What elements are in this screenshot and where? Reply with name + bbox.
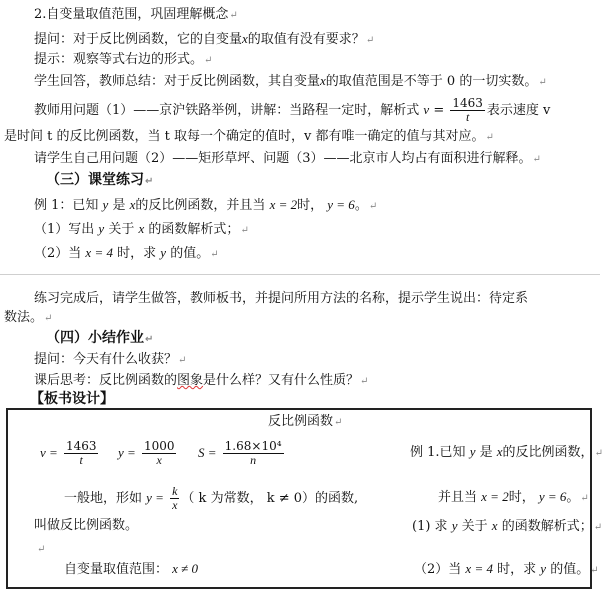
- practice-line2: 数法。↵: [4, 310, 53, 325]
- paragraph-mark: ↵: [145, 334, 154, 345]
- section4-heading: （四）小结作业↵: [46, 330, 154, 346]
- board-domain: 自变量取值范围： x ≠ 0: [64, 561, 199, 577]
- summary-question: 提问：今天有什么收获？↵: [34, 352, 187, 367]
- paragraph-mark: ↵: [593, 522, 603, 533]
- paragraph-mark: ↵: [580, 493, 589, 504]
- formula-velocity: v = $\frac{1463}{t}$: [40, 439, 97, 467]
- answer-line: 学生回答，教师总结：对于反比例函数，其自变量x的取值范围是不等于 0 的一切实数。↵: [34, 73, 547, 89]
- board-blank-line: [36, 540, 45, 558]
- board-heading: 【板书设计】: [30, 391, 114, 407]
- section2-heading: 2.自变量取值范围，巩固理解概念↵: [34, 7, 238, 22]
- formula-rectangle: y = $\frac{1000}{x}$: [118, 439, 175, 467]
- formula-rectangle-fraction: $\frac{1000}{x}$: [143, 439, 175, 467]
- exercise-example1: 例 1：已知 y 是 x的反比例函数，并且当 x = 2时， y = 6。↵: [34, 197, 378, 213]
- paragraph-mark: ↵: [37, 544, 46, 555]
- paragraph-mark: ↵: [240, 225, 249, 236]
- board-example-line1: 例 1.已知 y 是 x的反比例函数，↵: [410, 444, 603, 460]
- paragraph-mark: ↵: [532, 154, 541, 165]
- paragraph-mark: ↵: [590, 565, 599, 576]
- exercise-question1: （1）写出 y 关于 x 的函数解析式；↵: [34, 221, 249, 237]
- paragraph-mark: ↵: [485, 132, 494, 143]
- board-definition: 一般地，形如 y = $\frac{k}{x}$ （ k 为常数， k ≠ 0）的函数,: [64, 484, 359, 512]
- velocity-fraction: $\frac{1463}{t}$: [452, 96, 483, 124]
- question-domain: 提问：对于反比例函数，它的自变量x的取值有没有要求？↵: [34, 31, 375, 47]
- paragraph-mark: ↵: [210, 249, 219, 260]
- formula-area: S = $\frac{\text{1.68×10⁴}}{n}$: [198, 439, 282, 467]
- practice-line1: 练习完成后，请学生做答，教师板书，并提问所用方法的名称，提示学生说出：待定系: [34, 291, 529, 306]
- section3-heading: （三）课堂练习↵: [46, 172, 154, 188]
- paragraph-mark: ↵: [229, 10, 238, 21]
- paragraph-mark: ↵: [365, 35, 375, 46]
- spellcheck-word: 图象: [177, 373, 204, 388]
- formula-velocity-fraction: $\frac{1463}{t}$: [65, 439, 97, 467]
- paragraph-mark: ↵: [145, 176, 154, 187]
- example-railway-line2: 是时间 t 的反比例函数，当 t 取每一个确定的值时，v 都有唯一确定的值与其对应。↵: [4, 129, 494, 144]
- paragraph-mark: ↵: [594, 448, 603, 459]
- example-other-line: 请学生自己用问题（2）——矩形草坪、问题（3）——北京市人均占有面积进行解释。↵: [34, 151, 541, 166]
- paragraph-mark: ↵: [334, 417, 343, 428]
- example-railway-line: 教师用问题（1）——京沪铁路举例，讲解：当路程一定时，解析式 v = $\frac{1463}{t}$ 表示速度 v: [34, 96, 551, 124]
- paragraph-mark: ↵: [538, 77, 547, 88]
- paragraph-mark: ↵: [44, 313, 53, 324]
- page-break-line: [0, 274, 600, 275]
- board-title: 反比例函数↵: [268, 414, 343, 429]
- hint-line: 提示：观察等式右边的形式。↵: [34, 52, 213, 67]
- paragraph-mark: ↵: [178, 355, 187, 366]
- homework-think: 课后思考：反比例函数的图象是什么样？又有什么性质？↵: [34, 373, 369, 388]
- board-example-line2: 并且当 x = 2时， y = 6。↵: [438, 489, 589, 505]
- board-definition-line2: 叫做反比例函数。: [34, 518, 139, 533]
- paragraph-mark: ↵: [368, 201, 378, 212]
- paragraph-mark: ↵: [360, 376, 369, 387]
- formula-area-fraction: $\frac{\text{1.68×10⁴}}{n}$: [224, 439, 282, 467]
- board-example-line4: （2）当 x = 4 时，求 y 的值。↵: [414, 561, 599, 577]
- board-example-line3: (1) 求 y 关于 x 的函数解析式；↵: [412, 518, 603, 534]
- paragraph-mark: ↵: [204, 55, 213, 66]
- exercise-question2: （2）当 x = 4 时，求 y 的值。↵: [34, 245, 219, 261]
- definition-fraction: $\frac{k}{x}$: [172, 484, 178, 512]
